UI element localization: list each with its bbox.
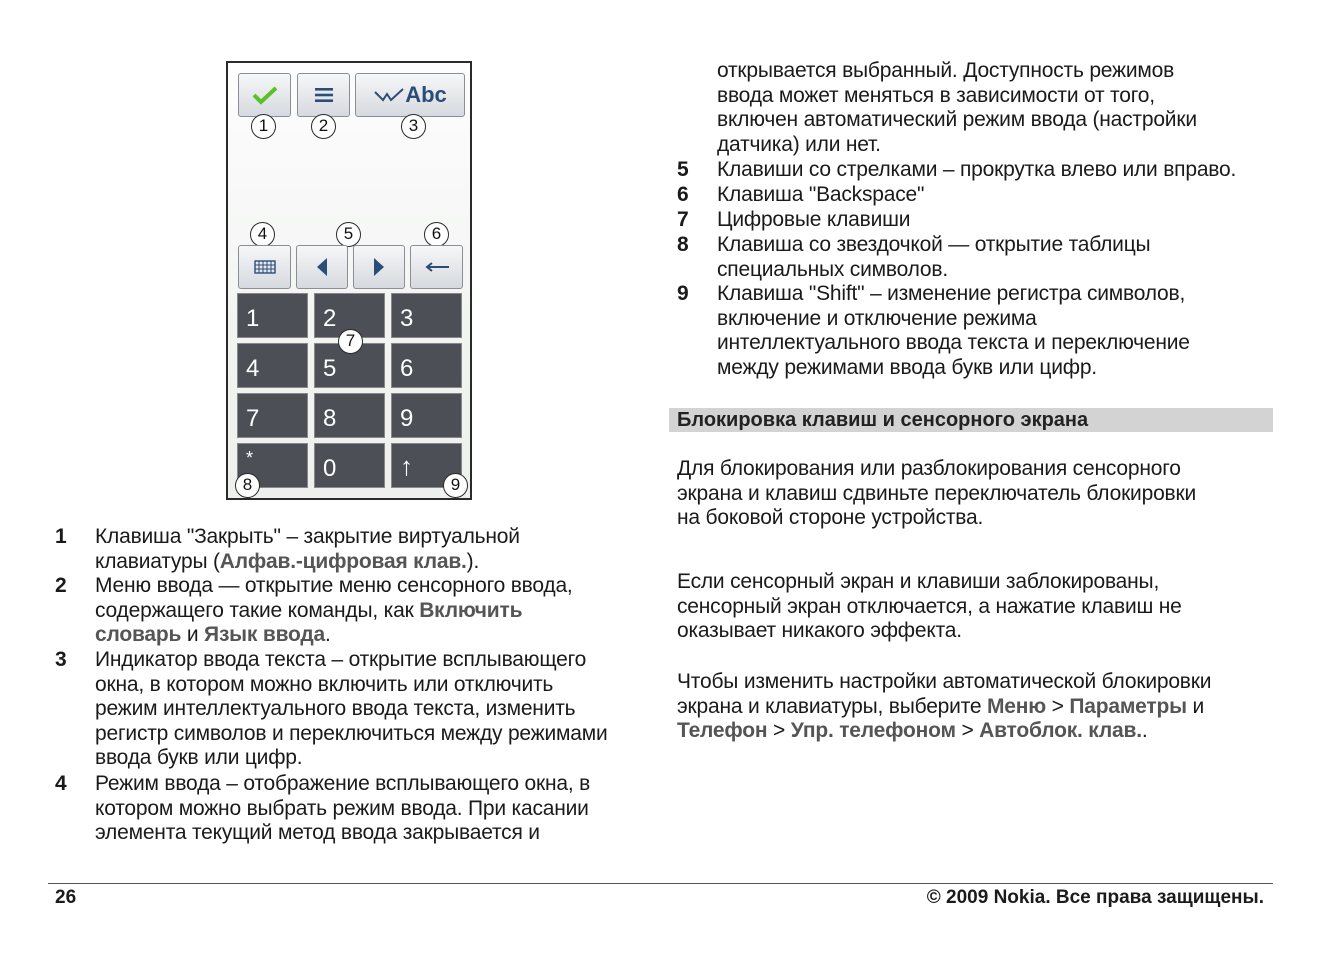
menu-link[interactable]: Меню xyxy=(987,694,1046,718)
input-menu-button xyxy=(297,73,350,117)
text-line: Клавиша "Backspace" xyxy=(717,183,925,206)
key-3: 3 xyxy=(391,293,462,338)
backspace-button xyxy=(410,245,463,289)
input-mode-button xyxy=(238,245,291,289)
key-6: 6 xyxy=(391,343,462,388)
text-line: окна, в котором можно включить или отключить xyxy=(95,672,554,696)
text-line: открывается выбранный. Доступность режимов xyxy=(717,59,1175,82)
keyboard-icon xyxy=(254,260,276,274)
continuation-text xyxy=(717,59,1277,157)
item-number: 9 xyxy=(677,282,689,305)
text-line: ввода букв или цифр. xyxy=(95,746,303,770)
item-text xyxy=(717,233,1150,282)
key-7: 7 xyxy=(237,393,308,438)
item-text xyxy=(95,648,608,771)
paragraph-autolock-settings xyxy=(677,670,1277,744)
arrow-left-button xyxy=(296,245,348,289)
text-line: Клавиша "Закрыть" – закрытие виртуальной xyxy=(95,525,520,548)
menu-icon xyxy=(314,87,334,103)
text-line: ввода может меняться в зависимости от того, xyxy=(717,83,1155,107)
key-star: * xyxy=(237,443,308,488)
text-line: режим интеллектуального ввода текста, изменить xyxy=(95,697,576,721)
footer-divider xyxy=(48,883,1273,884)
stylus-write-icon xyxy=(373,86,405,104)
text-line: специальных символов. xyxy=(717,257,948,281)
marker-3: 3 xyxy=(401,114,426,139)
marker-5: 5 xyxy=(336,222,361,247)
item-number: 3 xyxy=(55,648,67,671)
marker-9: 9 xyxy=(443,473,468,498)
text-line: котором можно выбрать режим ввода. При касании xyxy=(95,796,589,820)
text-line: экрана и клавиш сдвиньте переключатель блокировки xyxy=(677,481,1197,505)
text-line: содержащего такие команды, как Включить xyxy=(95,598,523,622)
marker-6: 6 xyxy=(424,222,449,247)
paragraph-locked-state xyxy=(677,570,1277,644)
text-line: Если сенсорный экран и клавиши заблокированы, xyxy=(677,570,1160,593)
text-line: регистр символов и переключиться между режимами xyxy=(95,721,608,745)
item-number: 4 xyxy=(55,772,67,795)
item-text xyxy=(717,208,910,233)
text-line: интеллектуального ввода текста и переключение xyxy=(717,331,1190,355)
text-line: экрана и клавиатуры, выберите Меню > Параметры и xyxy=(677,694,1204,718)
item-text xyxy=(95,574,573,648)
text-line: включен автоматический режим ввода (настройки xyxy=(717,108,1197,132)
settings-link[interactable]: Параметры xyxy=(1069,694,1187,718)
text-line: оказывает никакого эффекта. xyxy=(677,619,962,643)
text-line: на боковой стороне устройства. xyxy=(677,506,984,530)
text-line: Телефон > Упр. телефоном > Автоблок. клав.. xyxy=(677,719,1148,743)
key-shift: ↑ xyxy=(391,443,462,488)
arrow-right-icon xyxy=(372,257,386,277)
key-1: 1 xyxy=(237,293,308,338)
text-line: включение и отключение режима xyxy=(717,306,1037,330)
abc-label: Abc xyxy=(405,82,447,107)
marker-4: 4 xyxy=(250,222,275,247)
key-5: 5 xyxy=(314,343,385,388)
item-text xyxy=(95,772,590,846)
phone-management-link[interactable]: Упр. телефоном xyxy=(790,719,956,743)
text-line: клавиатуры (Алфав.-цифровая клав.). xyxy=(95,549,480,573)
text-line: Клавиша "Shift" – изменение регистра символов, xyxy=(717,282,1186,305)
text-line: Клавиша со звездочкой — открытие таблицы xyxy=(717,233,1151,256)
checkmark-icon xyxy=(252,85,278,105)
item-number: 5 xyxy=(677,158,689,181)
text-line: Цифровые клавиши xyxy=(717,208,911,231)
text-line: словарь и Язык ввода. xyxy=(95,623,331,647)
text-line: между режимами ввода букв или цифр. xyxy=(717,355,1097,379)
key-9: 9 xyxy=(391,393,462,438)
text-line: Клавиши со стрелками – прокрутка влево или вправо. xyxy=(717,158,1237,181)
item-text xyxy=(717,282,1190,380)
key-4: 4 xyxy=(237,343,308,388)
item-number: 8 xyxy=(677,233,689,256)
text-line: Индикатор ввода текста – открытие всплывающего xyxy=(95,648,587,671)
marker-1: 1 xyxy=(251,114,276,139)
backspace-icon xyxy=(424,261,450,273)
item-number: 7 xyxy=(677,208,689,231)
text-line: сенсорный экран отключается, а нажатие клавиш не xyxy=(677,594,1182,618)
close-button xyxy=(238,73,291,117)
item-text xyxy=(717,158,1236,183)
marker-7: 7 xyxy=(338,329,363,354)
item-text xyxy=(717,183,924,208)
key-2: 2 xyxy=(314,293,385,338)
item-number: 2 xyxy=(55,574,67,597)
text-line: датчика) или нет. xyxy=(717,132,881,156)
copyright-notice: © 2009 Nokia. Все права защищены. xyxy=(926,887,1264,908)
page-number: 26 xyxy=(55,887,77,908)
marker-2: 2 xyxy=(311,114,336,139)
arrow-right-button xyxy=(353,245,405,289)
virtual-keypad-figure xyxy=(226,61,472,500)
item-text xyxy=(95,525,520,574)
text-line: элемента текущий метод ввода закрывается и xyxy=(95,821,540,845)
arrow-left-icon xyxy=(315,257,329,277)
phone-link[interactable]: Телефон xyxy=(677,719,768,743)
marker-8: 8 xyxy=(235,473,260,498)
paragraph-lock-switch xyxy=(677,457,1277,531)
text-line: Меню ввода — открытие меню сенсорного ввода, xyxy=(95,574,573,597)
text-line: Для блокирования или разблокирования сенсорного xyxy=(677,457,1181,480)
item-number: 6 xyxy=(677,183,689,206)
item-number: 1 xyxy=(55,525,67,548)
section-heading: Блокировка клавиш и сенсорного экрана xyxy=(669,408,1273,432)
key-0: 0 xyxy=(314,443,385,488)
input-indicator-button xyxy=(355,73,465,117)
key-8: 8 xyxy=(314,393,385,438)
text-line: Чтобы изменить настройки автоматической блокировки xyxy=(677,670,1212,693)
autolock-link[interactable]: Автоблок. клав. xyxy=(979,719,1142,743)
text-line: Режим ввода – отображение всплывающего окна, в xyxy=(95,772,591,795)
